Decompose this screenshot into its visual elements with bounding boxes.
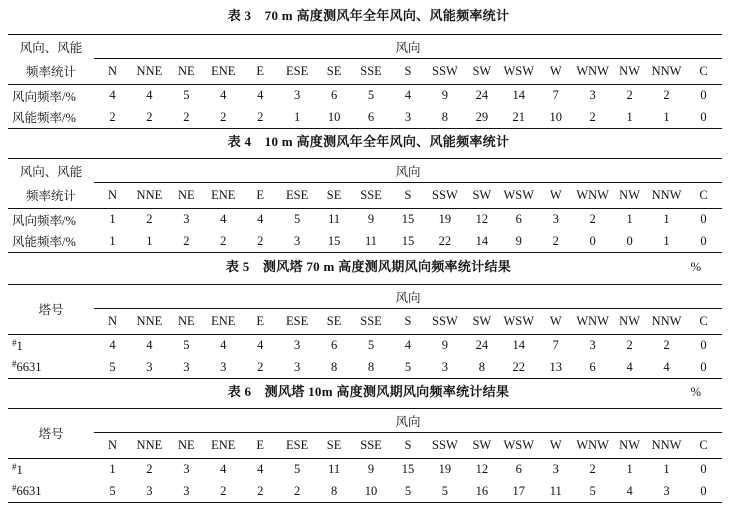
- direction-header-cell: SE: [326, 314, 342, 328]
- table-cell: 0: [700, 212, 707, 227]
- tower-mark: #: [12, 359, 17, 370]
- direction-header-row: [8, 59, 722, 85]
- direction-header-cell: E: [256, 314, 265, 328]
- direction-header-cell: NNW: [651, 314, 682, 328]
- table-cell: 14: [475, 233, 489, 248]
- direction-header-cell: NW: [619, 188, 640, 202]
- direction-header-cell: SW: [472, 314, 492, 328]
- table-cell: 4: [257, 462, 264, 477]
- table-cell: 3: [294, 359, 301, 374]
- table-cell: 17: [512, 483, 526, 498]
- table-cell: 4: [626, 483, 633, 498]
- table-cell: 1: [663, 212, 670, 227]
- direction-header-cell: SE: [326, 188, 342, 202]
- table-cell: 3: [183, 359, 190, 374]
- direction-header-cell: W: [549, 314, 562, 328]
- table-cell: 0: [700, 483, 707, 498]
- table-cell: 5: [404, 359, 412, 374]
- direction-header-cell: ESE: [286, 188, 309, 202]
- table-4: [8, 158, 722, 253]
- table-cell: 3: [183, 483, 190, 498]
- direction-header-cell: NNE: [136, 314, 163, 328]
- direction-header-cell: SW: [472, 438, 492, 452]
- direction-header-cell: NNW: [651, 438, 682, 452]
- table-cell: 0: [700, 462, 707, 477]
- direction-header-cell: SSE: [360, 64, 382, 78]
- table-cell: 8: [330, 483, 338, 498]
- table-cell: 3: [220, 359, 227, 374]
- table-4-title: 表 4 10 m 高度测风年全年风向、风能频率统计: [227, 134, 510, 149]
- table-cell: 3: [294, 338, 301, 353]
- row-label-text: 风能频率/%: [12, 235, 76, 250]
- table-row: [8, 85, 722, 107]
- direction-header-cell: S: [404, 188, 412, 202]
- table-5-unit: %: [690, 260, 701, 274]
- table-cell: 2: [589, 212, 596, 227]
- direction-header-cell: SW: [472, 188, 492, 202]
- direction-header-cell: ENE: [211, 188, 236, 202]
- direction-header-cell: NNW: [651, 188, 682, 202]
- direction-header-cell: W: [549, 188, 562, 202]
- table-cell: 1: [294, 109, 301, 124]
- direction-header-cell: NNW: [651, 64, 682, 78]
- group-header: 风向: [94, 35, 722, 59]
- table-3: [8, 34, 722, 129]
- corner-label: 风向、风能 频率统计: [19, 40, 83, 79]
- table-cell: 2: [257, 109, 264, 124]
- table-cell: 0: [589, 233, 596, 248]
- table-cell: 6: [515, 462, 522, 477]
- table-cell: 3: [552, 212, 559, 227]
- table-cell: 4: [663, 359, 670, 374]
- direction-header-cell: S: [404, 314, 412, 328]
- table-cell: 2: [257, 359, 264, 374]
- direction-header-cell: NNE: [136, 64, 163, 78]
- table-cell: 11: [549, 483, 562, 498]
- table-cell: 1: [109, 233, 116, 248]
- table-cell: 6: [589, 359, 596, 374]
- table-cell: 2: [589, 109, 596, 124]
- tower-mark: #: [12, 483, 17, 494]
- direction-header-cell: WNW: [576, 438, 609, 452]
- table-cell: 24: [475, 88, 489, 103]
- table-cell: 5: [589, 483, 596, 498]
- table-cell: 3: [404, 109, 412, 124]
- table-5: [8, 284, 722, 379]
- table-cell: 2: [220, 483, 227, 498]
- table-cell: 8: [367, 359, 375, 374]
- table-cell: 5: [183, 88, 190, 103]
- table-cell: 15: [401, 233, 415, 248]
- direction-header-cell: ESE: [286, 314, 309, 328]
- direction-header-cell: WNW: [576, 188, 609, 202]
- tower-mark: #: [12, 337, 17, 348]
- table-cell: 10: [364, 483, 378, 498]
- table-cell: 10: [549, 109, 562, 124]
- direction-header-cell: S: [404, 438, 412, 452]
- table-6: [8, 408, 722, 503]
- row-label: [8, 107, 94, 129]
- table-cell: 4: [257, 88, 264, 103]
- table-cell: 3: [663, 483, 670, 498]
- direction-header-cell: SSE: [360, 438, 382, 452]
- direction-header-cell: WNW: [576, 314, 609, 328]
- table-cell: 5: [367, 88, 375, 103]
- table-row: [8, 209, 722, 231]
- table-cell: 3: [183, 462, 190, 477]
- direction-header-cell: ENE: [211, 64, 236, 78]
- table-cell: 10: [327, 109, 341, 124]
- direction-header-cell: SSW: [432, 314, 458, 328]
- table-cell: 15: [327, 233, 341, 248]
- direction-header-cell: E: [256, 64, 265, 78]
- table-cell: 2: [146, 109, 153, 124]
- table-cell: 4: [257, 338, 264, 353]
- tower-mark: #: [12, 461, 17, 472]
- table-cell: 1: [626, 109, 633, 124]
- table-cell: 22: [438, 233, 452, 248]
- direction-header-cell: SSW: [432, 438, 458, 452]
- row-label: [8, 459, 94, 481]
- direction-header-cell: S: [404, 64, 412, 78]
- table-cell: 2: [589, 462, 596, 477]
- row-label: [8, 209, 94, 231]
- table-cell: 2: [146, 212, 153, 227]
- table-cell: 11: [365, 233, 378, 248]
- table-cell: 12: [475, 462, 489, 477]
- direction-header-row: [8, 433, 722, 459]
- table-cell: 1: [146, 233, 153, 248]
- table-cell: 15: [401, 462, 415, 477]
- table-cell: 2: [257, 233, 264, 248]
- row-label: [8, 335, 94, 357]
- direction-header-cell: NW: [619, 438, 640, 452]
- table-cell: 4: [146, 88, 153, 103]
- table-cell: 2: [146, 462, 153, 477]
- table-cell: 9: [515, 233, 522, 248]
- table-cell: 6: [330, 338, 338, 353]
- table-cell: 6: [330, 88, 338, 103]
- table-cell: 4: [220, 88, 227, 103]
- direction-header-cell: N: [107, 188, 117, 202]
- table-cell: 3: [441, 359, 449, 374]
- table-cell: 9: [367, 212, 375, 227]
- corner-label: 风向、风能 频率统计: [19, 164, 83, 203]
- table-row: [8, 357, 722, 379]
- table-cell: 2: [183, 109, 190, 124]
- direction-header-row: [8, 183, 722, 209]
- row-label: [8, 481, 94, 503]
- table-cell: 9: [441, 338, 449, 353]
- table-cell: 2: [257, 483, 264, 498]
- table-cell: 4: [220, 462, 227, 477]
- direction-header-cell: C: [699, 188, 708, 202]
- table-cell: 14: [512, 88, 526, 103]
- table-cell: 5: [404, 483, 412, 498]
- table-cell: 1: [663, 109, 670, 124]
- group-header: 风向: [94, 409, 722, 433]
- direction-header-cell: NW: [619, 314, 640, 328]
- table-cell: 7: [552, 88, 559, 103]
- table-cell: 2: [626, 338, 633, 353]
- direction-header-cell: W: [549, 64, 562, 78]
- table-cell: 3: [146, 483, 153, 498]
- table-cell: 5: [294, 462, 301, 477]
- table-cell: 6: [367, 109, 375, 124]
- table-row: [8, 231, 722, 253]
- direction-header-row: [8, 309, 722, 335]
- table-cell: 5: [183, 338, 190, 353]
- table-cell: 2: [663, 88, 670, 103]
- row-label-text: 6631: [16, 484, 42, 499]
- group-header: 风向: [94, 285, 722, 309]
- table-cell: 3: [589, 88, 596, 103]
- table-cell: 3: [589, 338, 596, 353]
- table-cell: 4: [109, 88, 116, 103]
- table-cell: 9: [367, 462, 375, 477]
- table-cell: 1: [663, 462, 670, 477]
- direction-header-cell: SSE: [360, 188, 382, 202]
- table-6-unit: %: [690, 385, 701, 399]
- table-cell: 0: [626, 233, 633, 248]
- direction-header-cell: C: [699, 438, 708, 452]
- table-cell: 2: [663, 338, 670, 353]
- table-cell: 5: [294, 212, 301, 227]
- table-cell: 11: [328, 212, 341, 227]
- table-cell: 3: [294, 88, 301, 103]
- direction-header-cell: N: [107, 438, 117, 452]
- table-cell: 12: [475, 212, 489, 227]
- direction-header-cell: ESE: [286, 64, 309, 78]
- direction-header-cell: NE: [178, 64, 195, 78]
- table-cell: 4: [220, 338, 227, 353]
- row-label: [8, 85, 94, 107]
- row-label-text: 风能频率/%: [12, 111, 76, 126]
- table-row: [8, 335, 722, 357]
- direction-header-cell: WSW: [503, 188, 535, 202]
- table-row: [8, 459, 722, 481]
- table-cell: 0: [700, 359, 707, 374]
- table-cell: 5: [441, 483, 449, 498]
- table-cell: 1: [109, 462, 116, 477]
- direction-header-cell: WSW: [503, 438, 535, 452]
- table-cell: 15: [401, 212, 415, 227]
- table-cell: 5: [109, 483, 116, 498]
- table-cell: 2: [626, 88, 633, 103]
- table-cell: 16: [475, 483, 489, 498]
- table-cell: 8: [478, 359, 485, 374]
- table-cell: 2: [220, 109, 227, 124]
- table-cell: 3: [146, 359, 153, 374]
- row-label: [8, 231, 94, 253]
- table-cell: 4: [404, 88, 412, 103]
- direction-header-cell: NE: [178, 314, 195, 328]
- direction-header-cell: NNE: [136, 438, 163, 452]
- direction-header-cell: SE: [326, 64, 342, 78]
- table-cell: 11: [328, 462, 341, 477]
- table-cell: 2: [109, 109, 116, 124]
- direction-header-cell: W: [549, 438, 562, 452]
- direction-header-cell: NNE: [136, 188, 163, 202]
- table-cell: 4: [404, 338, 412, 353]
- table-cell: 0: [700, 338, 707, 353]
- row-label-text: 1: [16, 462, 23, 477]
- table-cell: 4: [626, 359, 633, 374]
- table-cell: 24: [475, 338, 489, 353]
- table-cell: 2: [183, 233, 190, 248]
- table-cell: 8: [441, 109, 449, 124]
- table-row: [8, 481, 722, 503]
- table-cell: 4: [220, 212, 227, 227]
- table-cell: 19: [438, 462, 452, 477]
- table-cell: 1: [109, 212, 116, 227]
- table-cell: 3: [552, 462, 559, 477]
- table-cell: 2: [552, 233, 559, 248]
- table-cell: 7: [552, 338, 559, 353]
- direction-header-cell: C: [699, 64, 708, 78]
- direction-header-cell: SSE: [360, 314, 382, 328]
- table-cell: 19: [438, 212, 452, 227]
- direction-header-cell: N: [107, 314, 117, 328]
- table-cell: 1: [626, 212, 633, 227]
- table-cell: 3: [183, 212, 190, 227]
- direction-header-cell: NE: [178, 438, 195, 452]
- table-3-title: 表 3 70 m 高度测风年全年风向、风能频率统计: [227, 8, 510, 23]
- direction-header-cell: E: [256, 438, 265, 452]
- table-cell: 9: [441, 88, 449, 103]
- table-cell: 8: [330, 359, 338, 374]
- direction-header-cell: C: [699, 314, 708, 328]
- table-cell: 13: [549, 359, 562, 374]
- direction-header-cell: NE: [178, 188, 195, 202]
- direction-header-cell: ENE: [211, 438, 236, 452]
- table-cell: 6: [515, 212, 522, 227]
- group-header: 风向: [94, 159, 722, 183]
- corner-label: 塔号: [38, 302, 64, 317]
- row-label-text: 6631: [16, 360, 42, 375]
- table-cell: 5: [367, 338, 375, 353]
- table-cell: 0: [700, 109, 707, 124]
- table-6-title: 表 6 测风塔 10m 高度测风期风向频率统计结果: [227, 384, 510, 399]
- row-label-text: 风向频率/%: [12, 89, 76, 104]
- table-cell: 29: [475, 109, 489, 124]
- table-cell: 3: [294, 233, 301, 248]
- table-cell: 5: [109, 359, 116, 374]
- direction-header-cell: SSW: [432, 188, 458, 202]
- table-cell: 4: [257, 212, 264, 227]
- direction-header-cell: WSW: [503, 64, 535, 78]
- corner-label: 塔号: [38, 426, 64, 441]
- table-cell: 21: [512, 109, 526, 124]
- table-cell: 4: [146, 338, 153, 353]
- table-5-title: 表 5 测风塔 70 m 高度测风期风向频率统计结果: [225, 259, 512, 274]
- table-cell: 1: [663, 233, 670, 248]
- table-cell: 14: [512, 338, 526, 353]
- table-cell: 22: [512, 359, 526, 374]
- table-cell: 2: [220, 233, 227, 248]
- direction-header-cell: NW: [619, 64, 640, 78]
- table-cell: 0: [700, 233, 707, 248]
- direction-header-cell: SE: [326, 438, 342, 452]
- direction-header-cell: SW: [472, 64, 492, 78]
- direction-header-cell: ENE: [211, 314, 236, 328]
- row-label-text: 1: [16, 338, 23, 353]
- table-cell: 4: [109, 338, 116, 353]
- direction-header-cell: E: [256, 188, 265, 202]
- row-label-text: 风向频率/%: [12, 213, 76, 228]
- direction-header-cell: N: [107, 64, 117, 78]
- direction-header-cell: WSW: [503, 314, 535, 328]
- row-label: [8, 357, 94, 379]
- table-cell: 1: [626, 462, 633, 477]
- direction-header-cell: WNW: [576, 64, 609, 78]
- direction-header-cell: SSW: [432, 64, 458, 78]
- table-cell: 0: [700, 88, 707, 103]
- table-row: [8, 107, 722, 129]
- direction-header-cell: ESE: [286, 438, 309, 452]
- table-cell: 2: [294, 483, 301, 498]
